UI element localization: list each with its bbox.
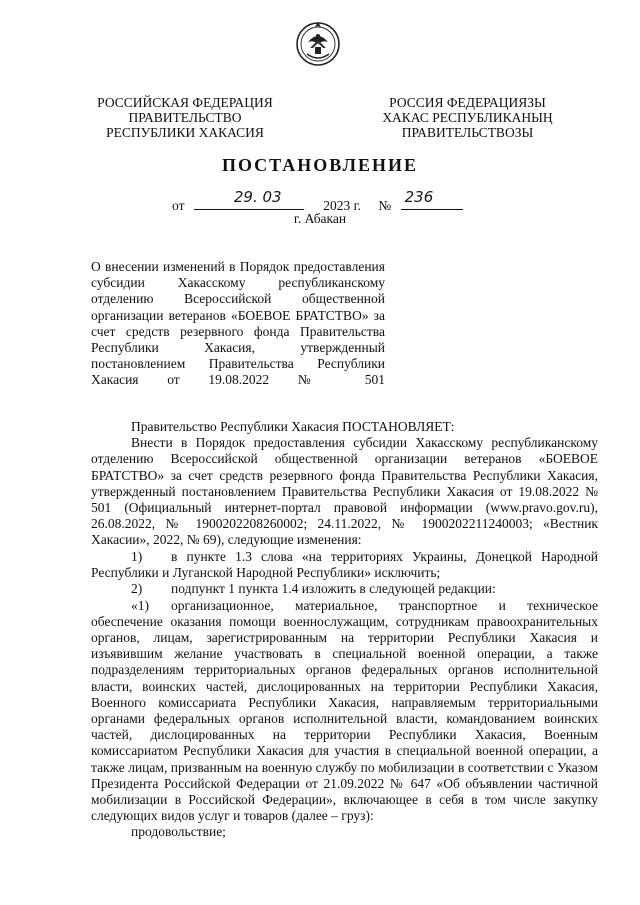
date-field [194, 188, 304, 210]
document-title: ПОСТАНОВЛЕНИЕ [221, 155, 419, 175]
header-right-line-2: ХАКАС РЕСПУБЛИКАНЫҢ [382, 110, 553, 125]
header-right-line-1: РОССИЯ ФЕДЕРАЦИЯЗЫ [389, 95, 546, 110]
date-handwritten: 29. 03 [233, 188, 282, 206]
document-body [91, 419, 598, 549]
header-russian [95, 95, 275, 140]
body-last-line: продовольствие; [131, 824, 226, 840]
subitem-1-text: организационное, материальное, транспортное и техническое обеспечение оказания помощи военнослужащим, сотрудникам правоохранительных органов, лицам, зарегистрированным на территории Республики Хакасия и изъявившим желание участвовать в специальной военной операции, а также подразделениям территориальных органов федеральных органов исполнительной власти, воинских частей, дислоцированных на территории Республики Хакасия, Военного комиссариата Республики Хакасия, направляемым территориальными органами федеральных органов исполнительной власти, командованием воинских частей, дислоцированных на территории Республики Хакасия, Военным комиссариатом Республики Хакасия для участия в специальной военной операции, а также лицам, призванным на военную службу по мобилизации в соответствии с Указом Президента Российской Федерации от 21.09.2022 № 647 «Об объявлении частичной мобилизации в Российской Федерации», включающее в себя в том числе закупку следующих видов услуг и товаров (далее – груз): [91, 597, 598, 824]
body-paragraph-resolves: Правительство Республики Хакасия ПОСТАНОВЛЯЕТ: [131, 419, 455, 434]
item-2-text: подпункт 1 пункта 1.4 изложить в следующей редакции: [171, 581, 496, 597]
item-1-text-wrapper [91, 549, 598, 581]
item-2-text-wrapper [91, 581, 598, 597]
header-left-line-1: РОССИЙСКАЯ ФЕДЕРАЦИЯ [97, 95, 273, 110]
document-subject: О внесении изменений в Порядок предоставления субсидии Хакасскому республиканскому отделению Всероссийской общественной организации ветеранов «БОЕВОЕ БРАТСТВО» за счет средств резервного фонда Правительства Республики Хакасия, утвержденный постановлением Правительства Республики Хакасия от 19.08.2022 № 501 [91, 259, 385, 388]
item-1-number: 1) [131, 549, 143, 564]
city-label: г. Абакан [293, 211, 347, 226]
coat-of-arms-emblem [293, 18, 343, 68]
item-1-text: в пункте 1.3 слова «на территориях Украины, Донецкой Народной Республики и Луганской Народной Республики» исключить; [91, 549, 598, 581]
date-from-label: от [172, 198, 185, 213]
subitem-1-number: «1) [131, 597, 149, 613]
number-handwritten: 236 [404, 188, 434, 206]
number-label: № [378, 198, 392, 213]
header-khakas [380, 95, 555, 140]
header-right-line-3: ПРАВИТЕЛЬСТВОЗЫ [401, 125, 534, 140]
subitem-1-text-wrapper [91, 598, 598, 825]
year-label: 2023 г. [323, 198, 361, 213]
number-field [401, 188, 463, 210]
header-left-line-2: ПРАВИТЕЛЬСТВО [128, 110, 242, 125]
item-1-block [91, 549, 598, 841]
item-2-number: 2) [131, 581, 143, 597]
header-left-line-3: РЕСПУБЛИКИ ХАКАСИЯ [106, 125, 264, 140]
body-paragraph-amendments: Внести в Порядок предоставления субсидии Хакасскому республиканскому отделению Всероссийской общественной организации ветеранов «БОЕВОЕ БРАТСТВО» за счет средств резервного фонда Правительства Республики Хакасия, утвержденный постановлением Правительства Республики Хакасия от 19.08.2022 № 501 (Официальный интернет-портал правовой информации (www.pravo.gov.ru), 26.08.2022, № 1900202208260002; 24.11.2022, № 1900202211240003; «Вестник Хакасии», 2022, № 69), следующие изменения: [91, 435, 598, 548]
